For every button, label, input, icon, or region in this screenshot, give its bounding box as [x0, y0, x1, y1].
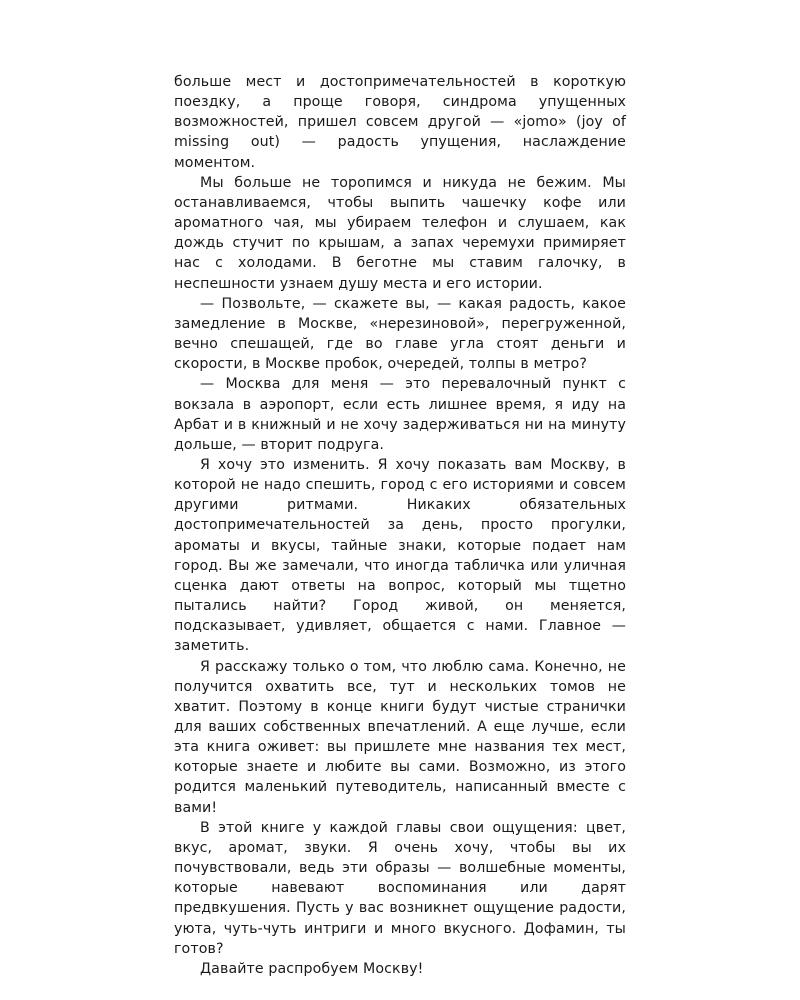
paragraph: В этой книге у каждой главы свои ощущения: цвет, вкус, аромат, звуки. Я очень хочу, чтобы вы их почувствовали, ведь эти образы — волшебные моменты, которые навевают воспоминания или дарят предвкушения. Пусть у вас возникнет ощущение радости, уюта, чуть-чуть интриги и много вкусного. Дофамин, ты готов? [174, 819, 626, 957]
paragraph: Я хочу это изменить. Я хочу показать вам Москву, в которой не надо спешить, город с его историями и совсем другими ритмами. Никаких обязательных достопримечательностей за день, просто прогулки, ароматы и вкусы, тайные знаки, которые подает нам город. Вы же замечали, что иногда табличка или уличная сценка дают ответы на вопрос, который мы тщетно пытались найти? Город живой, он меняется, подсказывает, удивляет, общается с нами. Главное — заметить. [174, 456, 626, 655]
paragraph: Я расскажу только о том, что люблю сама. Конечно, не получится охватить все, тут и нескольких томов не хватит. Поэтому в конце книги будут чистые странички для ваших собственных впечатлений. А еще лучше, если эта книга оживет: вы пришлете мне названия тех мест, которые знаете и любите вы сами. Возможно, из этого родится маленький путеводитель, написанный вместе с вами! [174, 658, 626, 816]
paragraph-dialogue: — Москва для меня — это перевалочный пункт с вокзала в аэропорт, если есть лишнее время, я иду на Арбат и в книжный и не хочу задерживаться ни на минуту дольше, — вторит подруга. [174, 376, 626, 453]
paragraph: Мы больше не торопимся и никуда не бежим. Мы останавливаемся, чтобы выпить чашечку кофе или ароматного чая, мы убираем телефон и слушаем, как дождь стучит по крышам, а запах черемухи примиряет нас с холодами. В беготне мы ставим галочку, в неспешности узнаем душу места и его истории. [174, 174, 626, 292]
book-page-text [174, 72, 626, 979]
paragraph-dialogue: — Позвольте, — скажете вы, — какая радость, какое замедление в Москве, «нерезиновой», перегруженной, вечно спешащей, где во главе угла стоят деньги и скорости, в Москве пробок, очередей, толпы в метро? [174, 295, 626, 373]
paragraph-closing: Давайте распробуем Москву! [200, 960, 424, 977]
paragraph-continuation: больше мест и достопримечательностей в короткую поездку, а проще говоря, синдрома упущенных возможностей, пришел совсем другой — «jomo» (joy of missing out) — радость упущения, наслаждение моментом. [174, 74, 626, 171]
